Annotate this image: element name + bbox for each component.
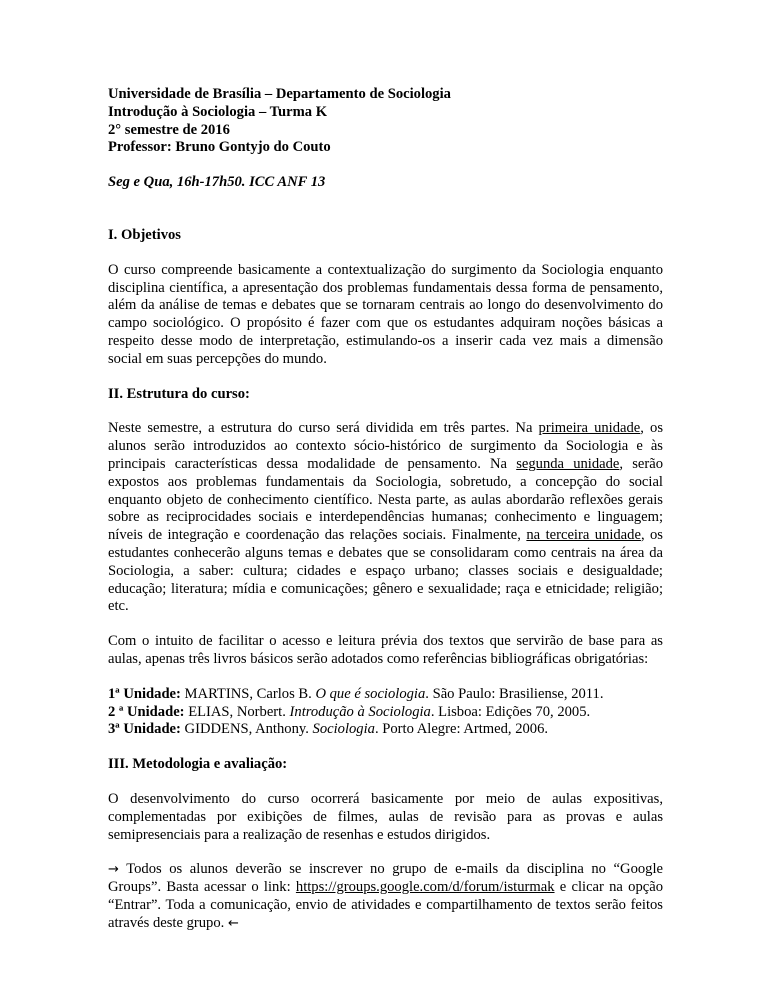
reference-title: Introdução à Sociologia [289,703,431,720]
header-university: Universidade de Brasília – Departamento de Sociologia [108,86,451,102]
reference-label: 3ª Unidade: [108,721,181,738]
underline-segunda-unidade: segunda unidade [516,455,620,472]
text-span: e clicar na opção “Entrar”. Toda a comunicação, envio de atividades e compartilhamento de textos serão feitos através deste grupo. [108,879,663,931]
text-span: , os estudantes conhecerão alguns temas e debates que se consolidaram como centrais na área da Sociologia, a saber: cultura; cidades e espaço urbano; classes sociais e desigualdade; educação; literatura; mídia e comunicações; gênero e sexualidade; raça e etnicidade; religião; etc. [108,527,663,615]
reference-publisher: . São Paulo: Brasiliense, 2011. [425,685,604,702]
section-title-objetivos: I. Objetivos [108,226,181,243]
document-page [108,86,663,932]
section-title-metodologia: III. Metodologia e avaliação: [108,756,288,773]
section-title-estrutura: II. Estrutura do curso: [108,385,250,402]
references-list [108,686,663,739]
header-semester: 2° semestre de 2016 [108,121,230,138]
document-header [108,86,663,157]
objetivos-paragraph: O curso compreende basicamente a contextualização do surgimento da Sociologia enquanto disciplina científica, a apresentação dos problemas fundamentais dessa forma de pensamento, além da análise de temas e debates que se tornaram centrais ao longo do desenvolvimento do campo sociológico. O propósito é fazer com que os estudantes adquiram noções básicas a respeito desse modo de interpretação, estimulando-os a inserir cada vez mais a dimensão social em suas percepções do mundo. [108,261,663,367]
reference-label: 1ª Unidade: [108,685,181,702]
references-intro-paragraph: Com o intuito de facilitar o acesso e leitura prévia dos textos que servirão de base para as aulas, apenas três livros básicos serão adotados como referências bibliográficas obrigatórias: [108,633,663,667]
text-span: , serão expostos aos problemas fundamentais da Sociologia, sobretudo, a concepção do social enquanto objeto de conhecimento científico. Nesta parte, as aulas abordarão reflexões gerais sobre as reciprocidades sociais e interdependências humanas; conhecimento e linguagem; níveis de integração e coordenação das relações sociais. Finalmente, [108,455,663,544]
reference-label: 2 ª Unidade: [108,703,185,720]
text-span: Todos os alunos deverão se inscrever no grupo de e-mails da disciplina no “Google Groups”. Basta acessar o link: [108,861,663,896]
reference-title: O que é sociologia [315,685,426,702]
arrow-right-icon: → [108,862,119,878]
reference-item [108,721,663,739]
reference-title: Sociologia [312,721,375,738]
underline-terceira-unidade: na terceira unidade [526,527,641,544]
class-schedule: Seg e Qua, 16h-17h50. ICC ANF 13 [108,174,326,191]
metodologia-paragraph: O desenvolvimento do curso ocorrerá basicamente por meio de aulas expositivas, complementadas por exibições de filmes, aulas de revisão para as provas e aulas semipresenciais para a realização de resenhas e estudos dirigidos. [108,790,663,843]
text-span: Neste semestre, a estrutura do curso será dividida em três partes. Na [108,420,539,437]
google-groups-paragraph [108,861,663,932]
estrutura-paragraph [108,420,663,616]
reference-publisher: . Porto Alegre: Artmed, 2006. [374,721,549,738]
reference-author: MARTINS, Carlos B. [180,685,316,702]
reference-author: ELIAS, Norbert. [184,703,290,720]
reference-item [108,704,663,722]
text-span: , os alunos serão introduzidos ao contexto sócio-histórico de surgimento da Sociologia e às principais características dessa modalidade de pensamento. Na [108,420,664,472]
reference-author: GIDDENS, Anthony. [180,721,313,738]
header-professor: Professor: Bruno Gontyjo do Couto [108,139,331,156]
reference-item [108,686,663,704]
arrow-left-icon: ← [227,915,239,931]
underline-primeira-unidade: primeira unidade [538,420,641,437]
reference-publisher: . Lisboa: Edições 70, 2005. [430,703,591,720]
google-groups-link[interactable]: https://groups.google.com/d/forum/isturmak [295,879,555,896]
header-course: Introdução à Sociologia – Turma K [108,103,328,120]
